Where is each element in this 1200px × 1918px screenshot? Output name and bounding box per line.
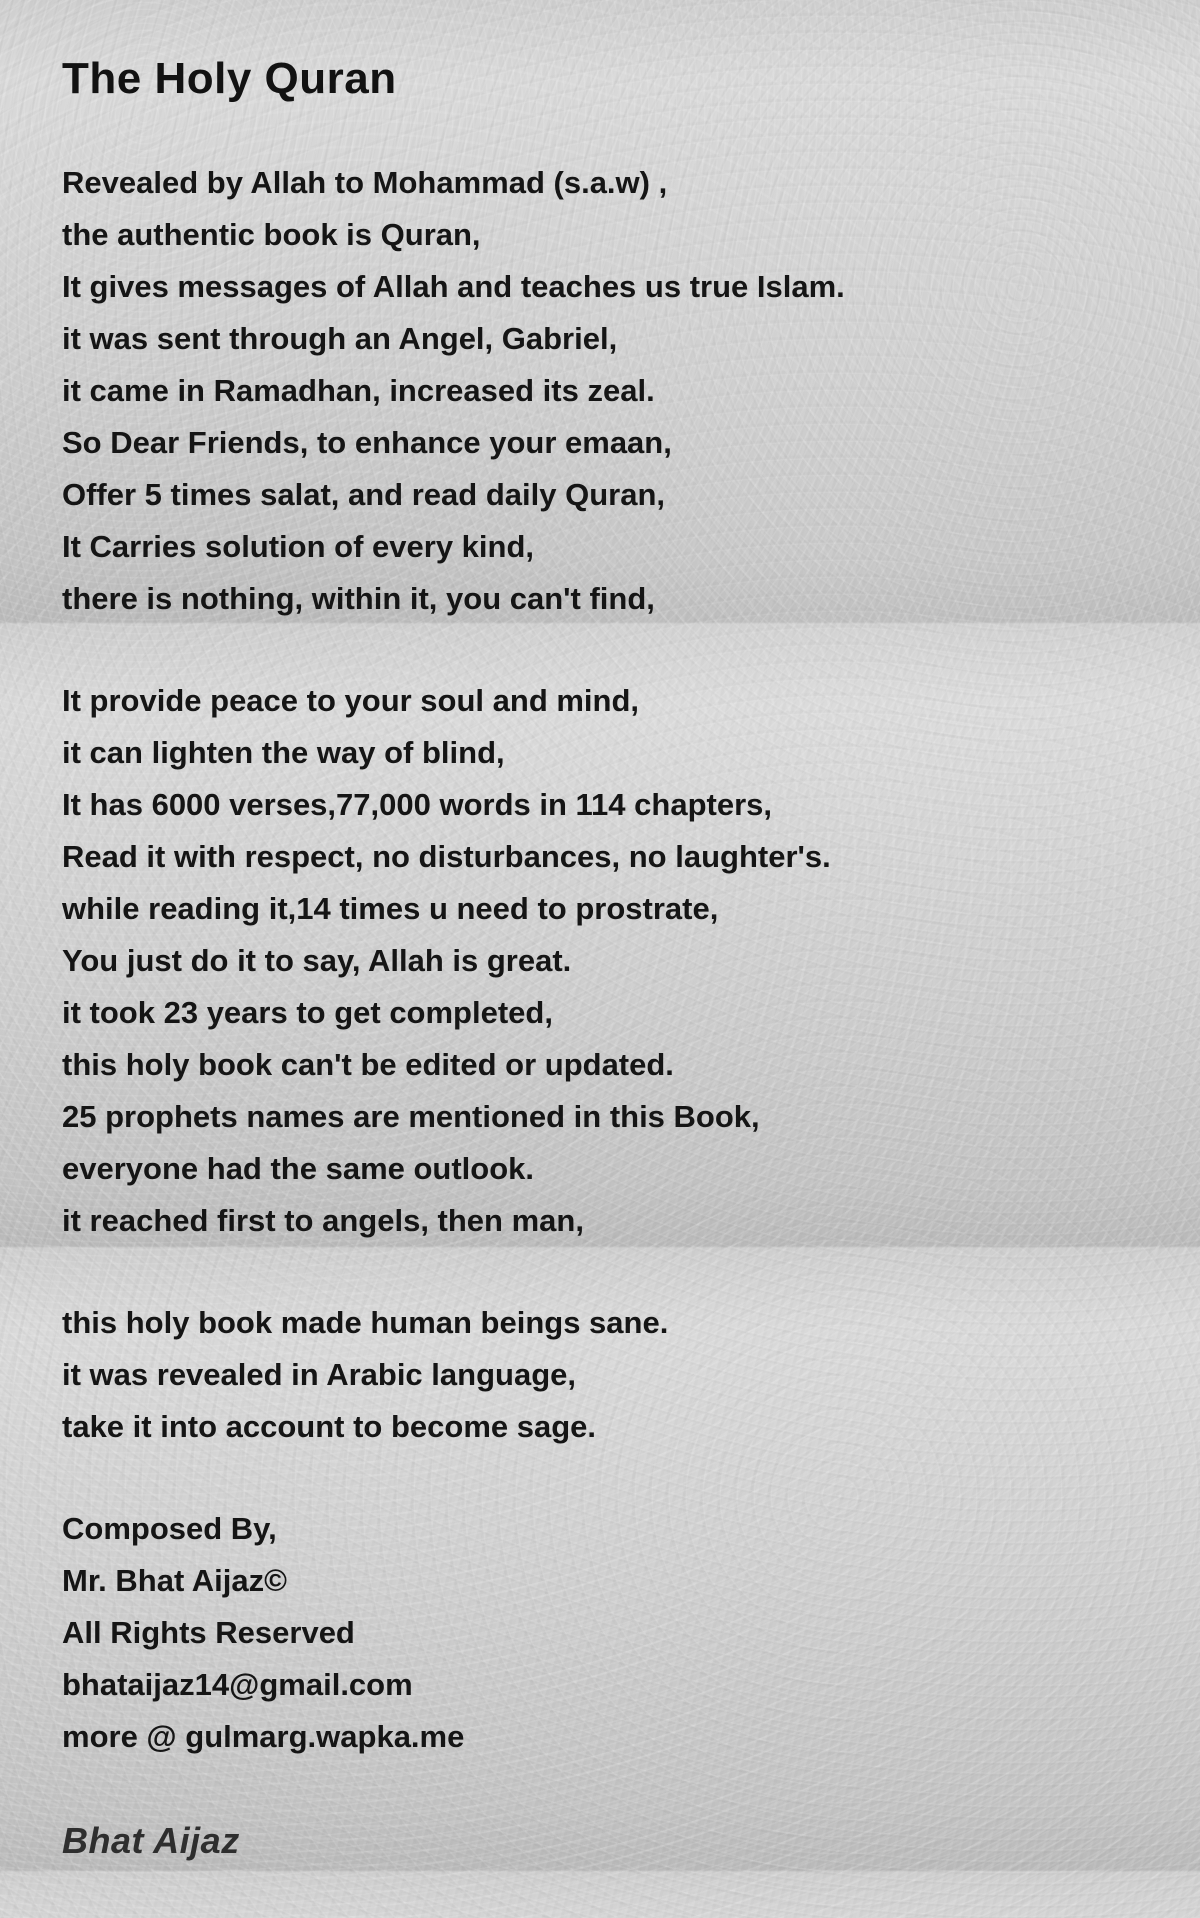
poem-line: there is nothing, within it, you can't find, [62, 581, 655, 616]
poem-line: It gives messages of Allah and teaches us true Islam. [62, 269, 845, 304]
poem-line: it can lighten the way of blind, [62, 735, 505, 770]
stanza-2 [62, 675, 1160, 1247]
poem-line: it was sent through an Angel, Gabriel, [62, 321, 618, 356]
poem-line: 25 prophets names are mentioned in this Book, [62, 1099, 760, 1134]
poem-line: it came in Ramadhan, increased its zeal. [62, 373, 655, 408]
stanza-1 [62, 157, 1160, 625]
poem-line: everyone had the same outlook. [62, 1151, 535, 1186]
poem-line: it took 23 years to get completed, [62, 995, 553, 1030]
email-line: bhataijaz14@gmail.com [62, 1667, 413, 1702]
credits-block [62, 1503, 1160, 1763]
rights-line: All Rights Reserved [62, 1615, 355, 1650]
poem-line: It Carries solution of every kind, [62, 529, 535, 564]
poem-line: It has 6000 verses,77,000 words in 114 chapters, [62, 787, 772, 822]
poem-line: Offer 5 times salat, and read daily Quran, [62, 477, 665, 512]
stanza-3 [62, 1297, 1160, 1453]
poem-title: The Holy Quran [62, 54, 397, 103]
poem-line: while reading it,14 times u need to prostrate, [62, 891, 719, 926]
poem-line: take it into account to become sage. [62, 1409, 597, 1444]
poem-line: It provide peace to your soul and mind, [62, 683, 640, 718]
author-name-line: Mr. Bhat Aijaz© [62, 1563, 287, 1598]
composed-by-line: Composed By, [62, 1511, 277, 1546]
poem-line: this holy book can't be edited or updated. [62, 1047, 674, 1082]
poem-line: this holy book made human beings sane. [62, 1305, 669, 1340]
poem-line: the authentic book is Quran, [62, 217, 481, 252]
poem-line: Revealed by Allah to Mohammad (s.a.w) , [62, 165, 668, 200]
poem-line: it was revealed in Arabic language, [62, 1357, 576, 1392]
poem-line: Read it with respect, no disturbances, no laughter's. [62, 839, 831, 874]
more-line: more @ gulmarg.wapka.me [62, 1719, 465, 1754]
poem-line: So Dear Friends, to enhance your emaan, [62, 425, 672, 460]
poem-line: You just do it to say, Allah is great. [62, 943, 572, 978]
poem-line: it reached first to angels, then man, [62, 1203, 584, 1238]
author-signature: Bhat Aijaz [62, 1820, 240, 1861]
